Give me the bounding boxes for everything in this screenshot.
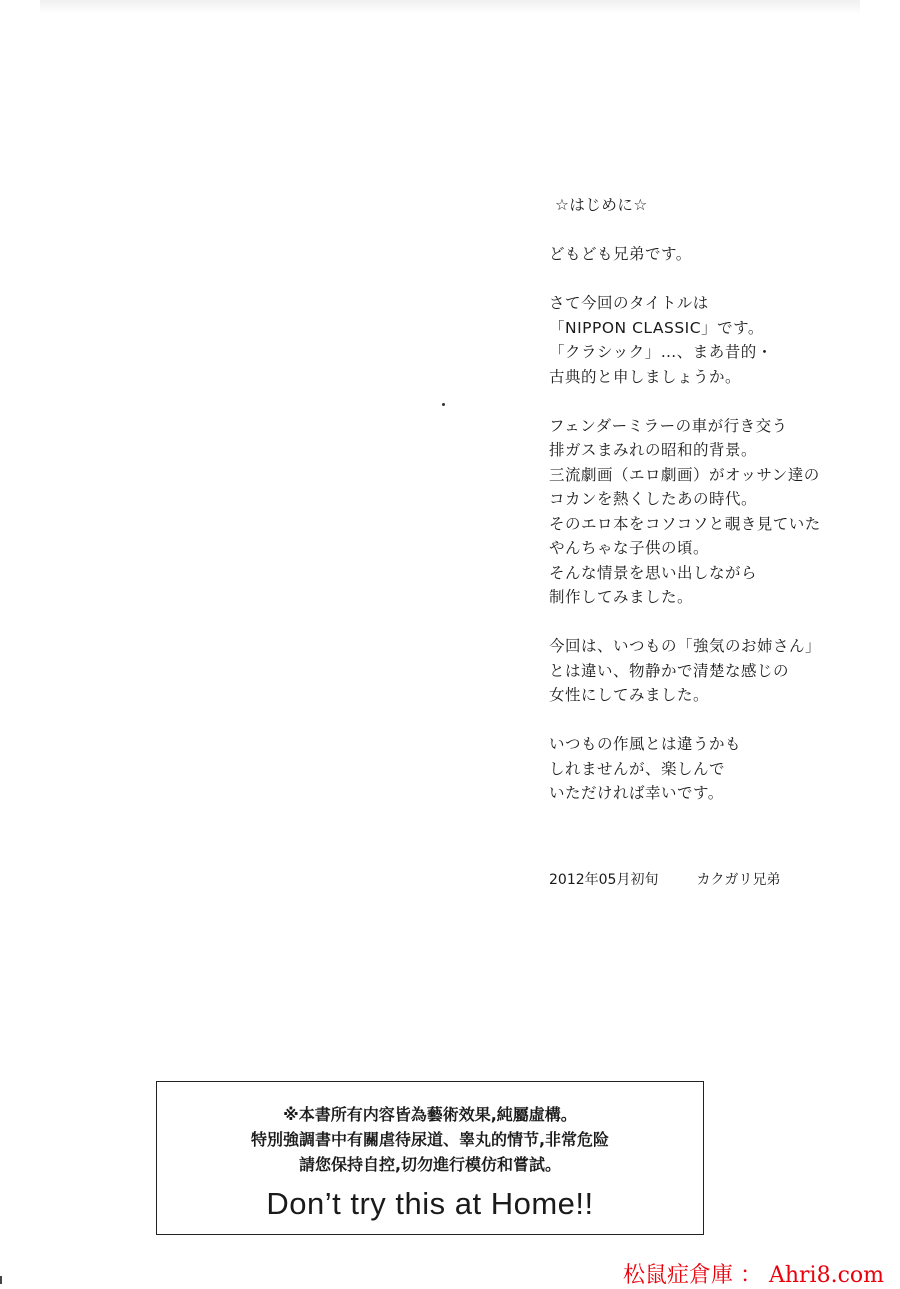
scan-corner-mark xyxy=(0,1276,2,1284)
letter-line: どもども兄弟です。 xyxy=(549,245,692,263)
letter-paragraph-3 xyxy=(549,414,889,610)
letter-line: 三流劇画（エロ劇画）がオッサン達の xyxy=(549,465,820,484)
scan-edge-shadow xyxy=(40,0,860,14)
paragraph-gap xyxy=(549,218,889,243)
site-watermark: 松鼠症倉庫 ： Ahri8.com xyxy=(622,1263,884,1288)
letter-line: とは違い、物静かで清楚な感じの xyxy=(549,661,790,680)
letter-line: 「NIPPON CLASSIC」です。 xyxy=(549,318,764,337)
disclaimer-box xyxy=(156,1081,704,1235)
letter-paragraph-2 xyxy=(549,291,889,389)
disclaimer-line-1: ※本書所有内容皆為藝術效果,純屬虛構。 xyxy=(283,1105,577,1124)
letter-line: そんな情景を思い出しながら xyxy=(549,563,758,582)
letter-line: 排ガスまみれの昭和的背景。 xyxy=(549,441,758,459)
letter-line: 古典的と申しましょうか。 xyxy=(549,367,742,386)
letter-line: フェンダーミラーの車が行き交う xyxy=(549,416,788,435)
paragraph-gap xyxy=(549,610,889,635)
paragraph-gap xyxy=(549,267,889,292)
letter-line: 女性にしてみました。 xyxy=(549,686,710,704)
paragraph-gap xyxy=(549,708,889,733)
letter-line: 今回は、いつもの「強気のお姉さん」 xyxy=(549,637,822,655)
disclaimer-line-3: 請您保持自控,切勿進行模仿和嘗試。 xyxy=(298,1155,562,1174)
letter-line: さて今回のタイトルは xyxy=(549,294,709,312)
letter-line: そのエロ本をコソコソと覗き見ていた xyxy=(549,514,821,533)
afterword-letter xyxy=(549,193,889,806)
disclaimer-line-2: 特別強調書中有關虐待尿道、睾丸的情节,非常危险 xyxy=(250,1130,610,1149)
letter-signature xyxy=(549,869,780,889)
letter-paragraph-1 xyxy=(549,242,889,267)
letter-author: カクガリ兄弟 xyxy=(696,872,781,888)
letter-line: いつもの作風とは違うかも xyxy=(549,735,742,753)
letter-line: 「クラシック」…、まあ昔的・ xyxy=(549,343,773,361)
letter-line: コカンを熱くしたあの時代。 xyxy=(549,490,758,508)
letter-line: 制作してみました。 xyxy=(549,588,694,606)
letter-line: やんちゃな子供の頃。 xyxy=(549,539,710,557)
letter-line: いただければ幸いです。 xyxy=(549,784,724,802)
letter-paragraph-4 xyxy=(549,634,889,708)
letter-line: しれませんが、楽しんで xyxy=(549,759,726,778)
paragraph-gap xyxy=(549,389,889,414)
disclaimer-english: Don’t try this at Home!! xyxy=(266,1186,594,1221)
letter-paragraph-5 xyxy=(549,732,889,806)
letter-title: ☆はじめに☆ xyxy=(555,196,648,214)
letter-date: 2012年05月初旬 xyxy=(549,872,659,888)
scan-speck xyxy=(442,403,445,406)
